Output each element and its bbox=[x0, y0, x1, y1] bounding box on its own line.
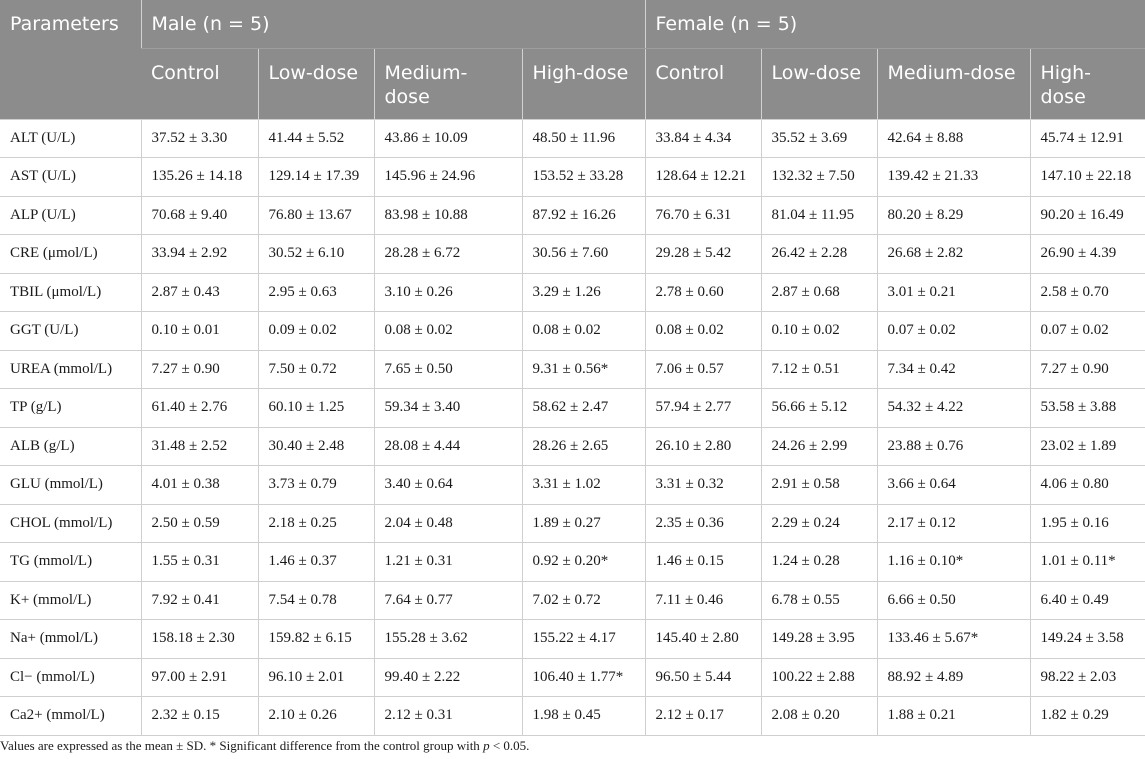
value-cell: 28.26 ± 2.65 bbox=[522, 427, 645, 466]
value-cell: 54.32 ± 4.22 bbox=[877, 389, 1030, 428]
value-cell: 2.87 ± 0.43 bbox=[141, 273, 258, 312]
value-cell: 33.84 ± 4.34 bbox=[645, 119, 761, 158]
value-cell: 9.31 ± 0.56* bbox=[522, 350, 645, 389]
value-cell: 4.01 ± 0.38 bbox=[141, 466, 258, 505]
value-cell: 37.52 ± 3.30 bbox=[141, 119, 258, 158]
table-footnote bbox=[0, 738, 529, 754]
value-cell: 153.52 ± 33.28 bbox=[522, 158, 645, 197]
subheader-cell: Control bbox=[141, 48, 258, 119]
value-cell: 26.68 ± 2.82 bbox=[877, 235, 1030, 274]
value-cell: 28.08 ± 4.44 bbox=[374, 427, 522, 466]
parameter-cell: TBIL (μmol/L) bbox=[0, 273, 141, 312]
value-cell: 0.09 ± 0.02 bbox=[258, 312, 374, 351]
table-row bbox=[0, 697, 1145, 736]
table-row bbox=[0, 581, 1145, 620]
value-cell: 7.50 ± 0.72 bbox=[258, 350, 374, 389]
value-cell: 7.34 ± 0.42 bbox=[877, 350, 1030, 389]
value-cell: 87.92 ± 16.26 bbox=[522, 196, 645, 235]
value-cell: 41.44 ± 5.52 bbox=[258, 119, 374, 158]
value-cell: 7.06 ± 0.57 bbox=[645, 350, 761, 389]
value-cell: 6.78 ± 0.55 bbox=[761, 581, 877, 620]
value-cell: 7.12 ± 0.51 bbox=[761, 350, 877, 389]
value-cell: 7.64 ± 0.77 bbox=[374, 581, 522, 620]
value-cell: 1.55 ± 0.31 bbox=[141, 543, 258, 582]
value-cell: 7.65 ± 0.50 bbox=[374, 350, 522, 389]
value-cell: 2.29 ± 0.24 bbox=[761, 504, 877, 543]
value-cell: 135.26 ± 14.18 bbox=[141, 158, 258, 197]
value-cell: 0.10 ± 0.01 bbox=[141, 312, 258, 351]
parameter-cell: CHOL (mmol/L) bbox=[0, 504, 141, 543]
value-cell: 80.20 ± 8.29 bbox=[877, 196, 1030, 235]
value-cell: 56.66 ± 5.12 bbox=[761, 389, 877, 428]
value-cell: 2.78 ± 0.60 bbox=[645, 273, 761, 312]
subheader-cell: Medium-dose bbox=[877, 48, 1030, 119]
value-cell: 2.50 ± 0.59 bbox=[141, 504, 258, 543]
value-cell: 0.07 ± 0.02 bbox=[877, 312, 1030, 351]
value-cell: 35.52 ± 3.69 bbox=[761, 119, 877, 158]
value-cell: 30.40 ± 2.48 bbox=[258, 427, 374, 466]
value-cell: 81.04 ± 11.95 bbox=[761, 196, 877, 235]
value-cell: 45.74 ± 12.91 bbox=[1030, 119, 1145, 158]
value-cell: 60.10 ± 1.25 bbox=[258, 389, 374, 428]
value-cell: 76.80 ± 13.67 bbox=[258, 196, 374, 235]
value-cell: 147.10 ± 22.18 bbox=[1030, 158, 1145, 197]
value-cell: 106.40 ± 1.77* bbox=[522, 658, 645, 697]
value-cell: 24.26 ± 2.99 bbox=[761, 427, 877, 466]
value-cell: 83.98 ± 10.88 bbox=[374, 196, 522, 235]
value-cell: 26.90 ± 4.39 bbox=[1030, 235, 1145, 274]
value-cell: 26.42 ± 2.28 bbox=[761, 235, 877, 274]
value-cell: 28.28 ± 6.72 bbox=[374, 235, 522, 274]
value-cell: 149.24 ± 3.58 bbox=[1030, 620, 1145, 659]
value-cell: 1.21 ± 0.31 bbox=[374, 543, 522, 582]
value-cell: 3.10 ± 0.26 bbox=[374, 273, 522, 312]
value-cell: 1.98 ± 0.45 bbox=[522, 697, 645, 736]
value-cell: 2.58 ± 0.70 bbox=[1030, 273, 1145, 312]
value-cell: 132.32 ± 7.50 bbox=[761, 158, 877, 197]
value-cell: 133.46 ± 5.67* bbox=[877, 620, 1030, 659]
value-cell: 30.56 ± 7.60 bbox=[522, 235, 645, 274]
parameter-cell: K+ (mmol/L) bbox=[0, 581, 141, 620]
value-cell: 31.48 ± 2.52 bbox=[141, 427, 258, 466]
footnote-text: Values are expressed as the mean ± SD. * Significant difference from the control group with bbox=[0, 738, 484, 753]
value-cell: 0.08 ± 0.02 bbox=[645, 312, 761, 351]
value-cell: 96.50 ± 5.44 bbox=[645, 658, 761, 697]
value-cell: 2.87 ± 0.68 bbox=[761, 273, 877, 312]
value-cell: 1.16 ± 0.10* bbox=[877, 543, 1030, 582]
value-cell: 2.18 ± 0.25 bbox=[258, 504, 374, 543]
value-cell: 7.92 ± 0.41 bbox=[141, 581, 258, 620]
value-cell: 2.12 ± 0.17 bbox=[645, 697, 761, 736]
parameter-cell: Na+ (mmol/L) bbox=[0, 620, 141, 659]
value-cell: 3.40 ± 0.64 bbox=[374, 466, 522, 505]
subheader-cell: High-dose bbox=[522, 48, 645, 119]
value-cell: 128.64 ± 12.21 bbox=[645, 158, 761, 197]
parameters-header: Parameters bbox=[0, 0, 141, 119]
value-cell: 2.32 ± 0.15 bbox=[141, 697, 258, 736]
value-cell: 96.10 ± 2.01 bbox=[258, 658, 374, 697]
table-row bbox=[0, 658, 1145, 697]
value-cell: 149.28 ± 3.95 bbox=[761, 620, 877, 659]
value-cell: 7.02 ± 0.72 bbox=[522, 581, 645, 620]
value-cell: 70.68 ± 9.40 bbox=[141, 196, 258, 235]
value-cell: 76.70 ± 6.31 bbox=[645, 196, 761, 235]
group-header-female: Female (n = 5) bbox=[645, 0, 1145, 48]
value-cell: 7.54 ± 0.78 bbox=[258, 581, 374, 620]
value-cell: 2.17 ± 0.12 bbox=[877, 504, 1030, 543]
value-cell: 29.28 ± 5.42 bbox=[645, 235, 761, 274]
value-cell: 2.91 ± 0.58 bbox=[761, 466, 877, 505]
value-cell: 3.66 ± 0.64 bbox=[877, 466, 1030, 505]
value-cell: 0.10 ± 0.02 bbox=[761, 312, 877, 351]
value-cell: 0.08 ± 0.02 bbox=[374, 312, 522, 351]
value-cell: 7.27 ± 0.90 bbox=[1030, 350, 1145, 389]
value-cell: 61.40 ± 2.76 bbox=[141, 389, 258, 428]
value-cell: 0.07 ± 0.02 bbox=[1030, 312, 1145, 351]
value-cell: 3.31 ± 0.32 bbox=[645, 466, 761, 505]
value-cell: 6.40 ± 0.49 bbox=[1030, 581, 1145, 620]
subheader-cell: Low-dose bbox=[761, 48, 877, 119]
value-cell: 23.02 ± 1.89 bbox=[1030, 427, 1145, 466]
table-row bbox=[0, 504, 1145, 543]
value-cell: 88.92 ± 4.89 bbox=[877, 658, 1030, 697]
table-row bbox=[0, 158, 1145, 197]
value-cell: 4.06 ± 0.80 bbox=[1030, 466, 1145, 505]
value-cell: 2.35 ± 0.36 bbox=[645, 504, 761, 543]
footnote-p-symbol: p bbox=[483, 738, 490, 753]
parameter-cell: TP (g/L) bbox=[0, 389, 141, 428]
value-cell: 100.22 ± 2.88 bbox=[761, 658, 877, 697]
value-cell: 2.95 ± 0.63 bbox=[258, 273, 374, 312]
value-cell: 1.24 ± 0.28 bbox=[761, 543, 877, 582]
table-row bbox=[0, 119, 1145, 158]
value-cell: 1.46 ± 0.15 bbox=[645, 543, 761, 582]
value-cell: 2.10 ± 0.26 bbox=[258, 697, 374, 736]
value-cell: 159.82 ± 6.15 bbox=[258, 620, 374, 659]
value-cell: 97.00 ± 2.91 bbox=[141, 658, 258, 697]
parameter-cell: GLU (mmol/L) bbox=[0, 466, 141, 505]
value-cell: 6.66 ± 0.50 bbox=[877, 581, 1030, 620]
table-row bbox=[0, 196, 1145, 235]
table-row bbox=[0, 427, 1145, 466]
table-row bbox=[0, 389, 1145, 428]
value-cell: 145.96 ± 24.96 bbox=[374, 158, 522, 197]
value-cell: 1.82 ± 0.29 bbox=[1030, 697, 1145, 736]
value-cell: 3.29 ± 1.26 bbox=[522, 273, 645, 312]
value-cell: 33.94 ± 2.92 bbox=[141, 235, 258, 274]
value-cell: 53.58 ± 3.88 bbox=[1030, 389, 1145, 428]
value-cell: 1.46 ± 0.37 bbox=[258, 543, 374, 582]
value-cell: 99.40 ± 2.22 bbox=[374, 658, 522, 697]
table-row bbox=[0, 235, 1145, 274]
value-cell: 59.34 ± 3.40 bbox=[374, 389, 522, 428]
parameter-cell: CRE (μmol/L) bbox=[0, 235, 141, 274]
table-row bbox=[0, 466, 1145, 505]
parameter-cell: ALB (g/L) bbox=[0, 427, 141, 466]
subheader-cell: High-dose bbox=[1030, 48, 1145, 119]
table-header bbox=[0, 0, 1145, 119]
footnote-threshold: < 0.05. bbox=[489, 738, 530, 753]
value-cell: 1.88 ± 0.21 bbox=[877, 697, 1030, 736]
value-cell: 129.14 ± 17.39 bbox=[258, 158, 374, 197]
parameter-cell: GGT (U/L) bbox=[0, 312, 141, 351]
value-cell: 57.94 ± 2.77 bbox=[645, 389, 761, 428]
parameter-cell: AST (U/L) bbox=[0, 158, 141, 197]
value-cell: 158.18 ± 2.30 bbox=[141, 620, 258, 659]
value-cell: 90.20 ± 16.49 bbox=[1030, 196, 1145, 235]
value-cell: 1.01 ± 0.11* bbox=[1030, 543, 1145, 582]
value-cell: 3.01 ± 0.21 bbox=[877, 273, 1030, 312]
value-cell: 3.31 ± 1.02 bbox=[522, 466, 645, 505]
parameter-cell: UREA (mmol/L) bbox=[0, 350, 141, 389]
parameter-cell: TG (mmol/L) bbox=[0, 543, 141, 582]
value-cell: 2.08 ± 0.20 bbox=[761, 697, 877, 736]
value-cell: 2.04 ± 0.48 bbox=[374, 504, 522, 543]
parameter-cell: Ca2+ (mmol/L) bbox=[0, 697, 141, 736]
value-cell: 7.27 ± 0.90 bbox=[141, 350, 258, 389]
table-row bbox=[0, 350, 1145, 389]
header-row-doses bbox=[0, 48, 1145, 119]
value-cell: 26.10 ± 2.80 bbox=[645, 427, 761, 466]
value-cell: 43.86 ± 10.09 bbox=[374, 119, 522, 158]
value-cell: 58.62 ± 2.47 bbox=[522, 389, 645, 428]
parameter-cell: Cl− (mmol/L) bbox=[0, 658, 141, 697]
parameter-cell: ALP (U/L) bbox=[0, 196, 141, 235]
table-row bbox=[0, 620, 1145, 659]
value-cell: 30.52 ± 6.10 bbox=[258, 235, 374, 274]
parameter-cell: ALT (U/L) bbox=[0, 119, 141, 158]
subheader-cell: Medium-dose bbox=[374, 48, 522, 119]
table-row bbox=[0, 543, 1145, 582]
value-cell: 98.22 ± 2.03 bbox=[1030, 658, 1145, 697]
value-cell: 1.89 ± 0.27 bbox=[522, 504, 645, 543]
value-cell: 145.40 ± 2.80 bbox=[645, 620, 761, 659]
header-row-groups bbox=[0, 0, 1145, 48]
value-cell: 3.73 ± 0.79 bbox=[258, 466, 374, 505]
value-cell: 155.28 ± 3.62 bbox=[374, 620, 522, 659]
table-row bbox=[0, 273, 1145, 312]
value-cell: 0.92 ± 0.20* bbox=[522, 543, 645, 582]
subheader-cell: Control bbox=[645, 48, 761, 119]
value-cell: 2.12 ± 0.31 bbox=[374, 697, 522, 736]
subheader-cell: Low-dose bbox=[258, 48, 374, 119]
value-cell: 155.22 ± 4.17 bbox=[522, 620, 645, 659]
value-cell: 48.50 ± 11.96 bbox=[522, 119, 645, 158]
value-cell: 139.42 ± 21.33 bbox=[877, 158, 1030, 197]
group-header-male: Male (n = 5) bbox=[141, 0, 645, 48]
table-body bbox=[0, 119, 1145, 735]
value-cell: 1.95 ± 0.16 bbox=[1030, 504, 1145, 543]
table-row bbox=[0, 312, 1145, 351]
value-cell: 23.88 ± 0.76 bbox=[877, 427, 1030, 466]
value-cell: 7.11 ± 0.46 bbox=[645, 581, 761, 620]
value-cell: 0.08 ± 0.02 bbox=[522, 312, 645, 351]
value-cell: 42.64 ± 8.88 bbox=[877, 119, 1030, 158]
